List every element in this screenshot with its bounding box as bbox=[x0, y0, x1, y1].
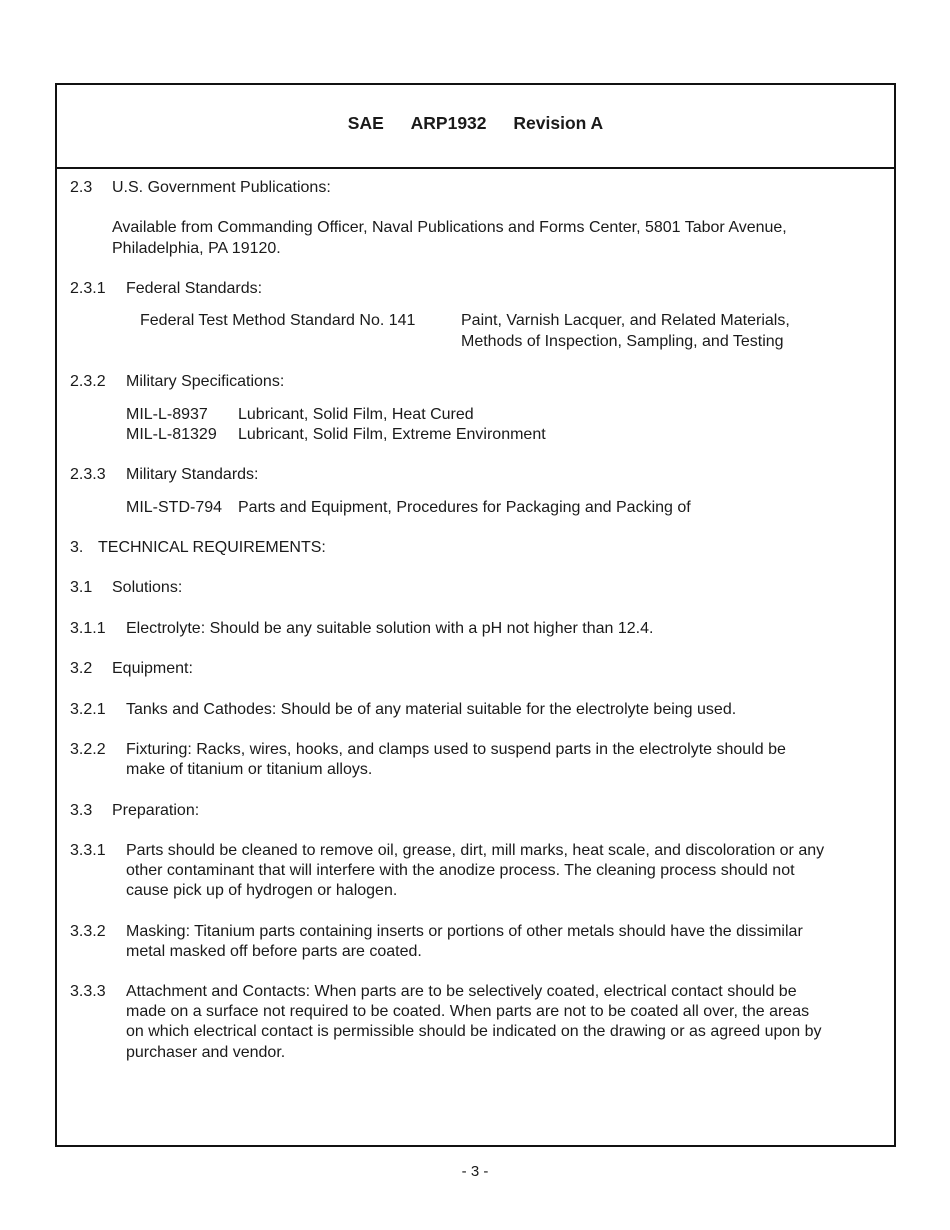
section-title: Solutions: bbox=[112, 579, 183, 596]
section-title: U.S. Government Publications: bbox=[112, 179, 331, 196]
spec-description: Lubricant, Solid Film, Extreme Environment bbox=[238, 426, 546, 443]
standard-name: Federal Test Method Standard No. 141 bbox=[140, 312, 416, 329]
section-number: 3.3.1 bbox=[70, 842, 106, 859]
section-number: 2.3.3 bbox=[70, 466, 106, 483]
standard-id: MIL-STD-794 bbox=[126, 499, 223, 516]
paragraph-line: Tanks and Cathodes: Should be of any material suitable for the electrolyte being used. bbox=[126, 701, 737, 718]
section-number: 3.1.1 bbox=[70, 620, 106, 637]
paragraph-line: Electrolyte: Should be any suitable solution with a pH not higher than 12.4. bbox=[126, 620, 654, 637]
paragraph-line: other contaminant that will interfere with the anodize process. The cleaning process should not bbox=[126, 862, 795, 879]
page-number: - 3 - bbox=[461, 1163, 489, 1180]
section-number: 3. bbox=[70, 539, 84, 556]
paragraph-line: Masking: Titanium parts containing inserts or portions of other metals should have the dissimilar bbox=[126, 923, 803, 940]
document-header bbox=[57, 85, 894, 169]
section-number: 3.2.2 bbox=[70, 741, 106, 758]
section-number: 3.3.2 bbox=[70, 923, 106, 940]
section-title: Military Standards: bbox=[126, 466, 259, 483]
spec-description: Lubricant, Solid Film, Heat Cured bbox=[238, 406, 474, 423]
standard-description: Paint, Varnish Lacquer, and Related Materials, bbox=[461, 312, 790, 329]
section-title: TECHNICAL REQUIREMENTS: bbox=[98, 539, 326, 556]
header-revision: Revision A bbox=[513, 113, 604, 133]
section-title: Equipment: bbox=[112, 660, 193, 677]
section-number: 3.1 bbox=[70, 579, 93, 596]
section-title: Military Specifications: bbox=[126, 373, 285, 390]
header-doc-number: ARP1932 bbox=[410, 113, 487, 133]
paragraph-line: on which electrical contact is permissible should be indicated on the drawing or as agreed upon by bbox=[126, 1023, 822, 1040]
paragraph-line: Available from Commanding Officer, Naval Publications and Forms Center, 5801 Tabor Avenue, bbox=[112, 219, 787, 236]
section-number: 2.3.2 bbox=[70, 373, 106, 390]
paragraph-line: make of titanium or titanium alloys. bbox=[126, 761, 373, 778]
section-number: 3.2 bbox=[70, 660, 93, 677]
section-number: 2.3.1 bbox=[70, 280, 106, 297]
section-number: 3.2.1 bbox=[70, 701, 106, 718]
section-number: 3.3 bbox=[70, 802, 93, 819]
header-org: SAE bbox=[347, 113, 384, 133]
spec-id: MIL-L-8937 bbox=[126, 406, 208, 423]
standard-description: Methods of Inspection, Sampling, and Testing bbox=[461, 333, 784, 350]
section-number: 3.3.3 bbox=[70, 983, 106, 1000]
spec-id: MIL-L-81329 bbox=[126, 426, 217, 443]
header-title bbox=[57, 113, 894, 134]
section-title: Preparation: bbox=[112, 802, 200, 819]
paragraph-line: Parts should be cleaned to remove oil, grease, dirt, mill marks, heat scale, and discoloration or any bbox=[126, 842, 825, 859]
standard-description: Parts and Equipment, Procedures for Packaging and Packing of bbox=[238, 499, 691, 516]
paragraph-line: Fixturing: Racks, wires, hooks, and clamps used to suspend parts in the electrolyte should be bbox=[126, 741, 786, 758]
section-number: 2.3 bbox=[70, 179, 93, 196]
paragraph-line: purchaser and vendor. bbox=[126, 1044, 286, 1061]
paragraph-line: Attachment and Contacts: When parts are to be selectively coated, electrical contact should be bbox=[126, 983, 797, 1000]
paragraph-line: Philadelphia, PA 19120. bbox=[112, 240, 281, 257]
paragraph-line: metal masked off before parts are coated. bbox=[126, 943, 422, 960]
paragraph-line: made on a surface not required to be coated. When parts are not to be coated all over, the areas bbox=[126, 1003, 810, 1020]
paragraph-line: cause pick up of hydrogen or halogen. bbox=[126, 882, 398, 899]
section-title: Federal Standards: bbox=[126, 280, 263, 297]
